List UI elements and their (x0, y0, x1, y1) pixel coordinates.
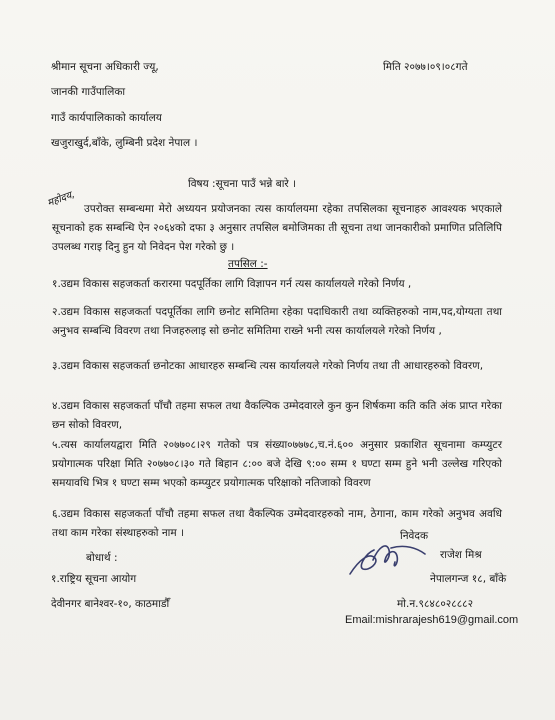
list-item: १.उद्यम विकास सहजकर्ता करारमा पदपूर्तिका लागि विज्ञापन गर्न त्यस कार्यालयले गरेको निर्णय , (52, 278, 412, 290)
sender-address: नेपालगन्ज १८, बाँके (430, 573, 507, 585)
date-line: मिति २०७७।०९।०८गते (383, 61, 468, 73)
intro-paragraph: उपरोक्त सम्बन्धमा मेरो अध्ययन प्रयोजनका त्यस कार्यालयमा रहेका तपसिलका सूचनाहरु आवश्यक भएकाले सूचनाको हक सम्बन्धि ऐन २०६४को दफा ३ अनुसार तपसिल बमोजिमका ती सूचना तथा जानकारीको प्रमाणित प्रतिलिपि उपलब्ध गराइ दिनु हुन यो निवेदन पेश गरेको छु । (52, 203, 502, 253)
sender-name: राजेश मिश्र (440, 549, 482, 561)
recipient-line: खजुराखुर्द,बाँके, लुम्बिनी प्रदेश नेपाल । (51, 137, 198, 149)
list-item: ३.उद्यम विकास सहजकर्ता छनोटका आधारहरु सम्बन्धि त्यस कार्यालयले गरेको निर्णय तथा ती आधारहरुको विवरण, (52, 360, 484, 372)
signature-image (345, 540, 430, 582)
sender-mobile: मो.न.९८४८०२८८८२ (397, 598, 474, 610)
list-item: ५.त्यस कार्यालयद्वारा मिति २०७७०८।२९ गतेको पत्र संख्या०७७७८,च.नं.६०० अनुसार प्रकाशित सूचनामा कम्प्युटर प्रयोगात्मक परिक्षा मिति २०७७०८।३० गते बिहान ८:०० बजे देखि ९:०० सम्म १ घण्टा सम्म हुने भनी उल्लेख गरिएको समयावधि भित्र १ घण्टा सम्म भएको कम्प्युटर प्रयोगात्मक परिक्षाको नतिजाको विवरण (52, 439, 502, 489)
cc-line: देवीनगर बानेश्वर-१०, काठमाडौँ (51, 598, 170, 610)
nivedak-label: निवेदक (400, 530, 429, 542)
cc-line: १.राष्ट्रिय सूचना आयोग (51, 573, 137, 585)
recipient-line: गाउँ कार्यपालिकाको कार्यालय (51, 112, 162, 124)
subject-line: विषय :सूचना पाउँ भन्ने बारे । (188, 178, 297, 190)
recipient-line: श्रीमान सूचना अधिकारी ज्यू, (51, 61, 159, 73)
sender-email: Email:mishrarajesh619@gmail.com (345, 614, 519, 626)
list-item: २.उद्यम विकास सहजकर्ता पदपूर्तिका लागि छनोट समितिमा रहेका पदाधिकारी तथा व्यक्तिहरुको नाम,पद,योग्यता तथा अनुभव सम्बन्धि विवरण तथा निजहरुलाइ सो छनोट समितिमा राख्ने भनी त्यस कार्यालयले गरेको निर्णय , (52, 306, 502, 337)
salutation: महोदय, (46, 189, 77, 210)
recipient-line: जानकी गाउँपालिका (51, 86, 126, 98)
bodharth-label: बोधार्थ : (86, 552, 118, 564)
tapasil-heading: तपसिल :- (228, 258, 268, 270)
list-item: ६.उद्यम विकास सहजकर्ता पाँचौ तहमा सफल तथा वैकल्पिक उम्मेदवारहरुको नाम, ठेगाना, काम गरेको अनुभव अवधि तथा काम गरेका संस्थाहरुको नाम । (52, 508, 502, 539)
list-item: ४.उद्यम विकास सहजकर्ता पाँचौ तहमा सफल तथा वैकल्पिक उम्मेदवारले कुन कुन शिर्षकमा कति कति अंक प्राप्त गरेका छन सोको विवरण, (52, 400, 502, 431)
